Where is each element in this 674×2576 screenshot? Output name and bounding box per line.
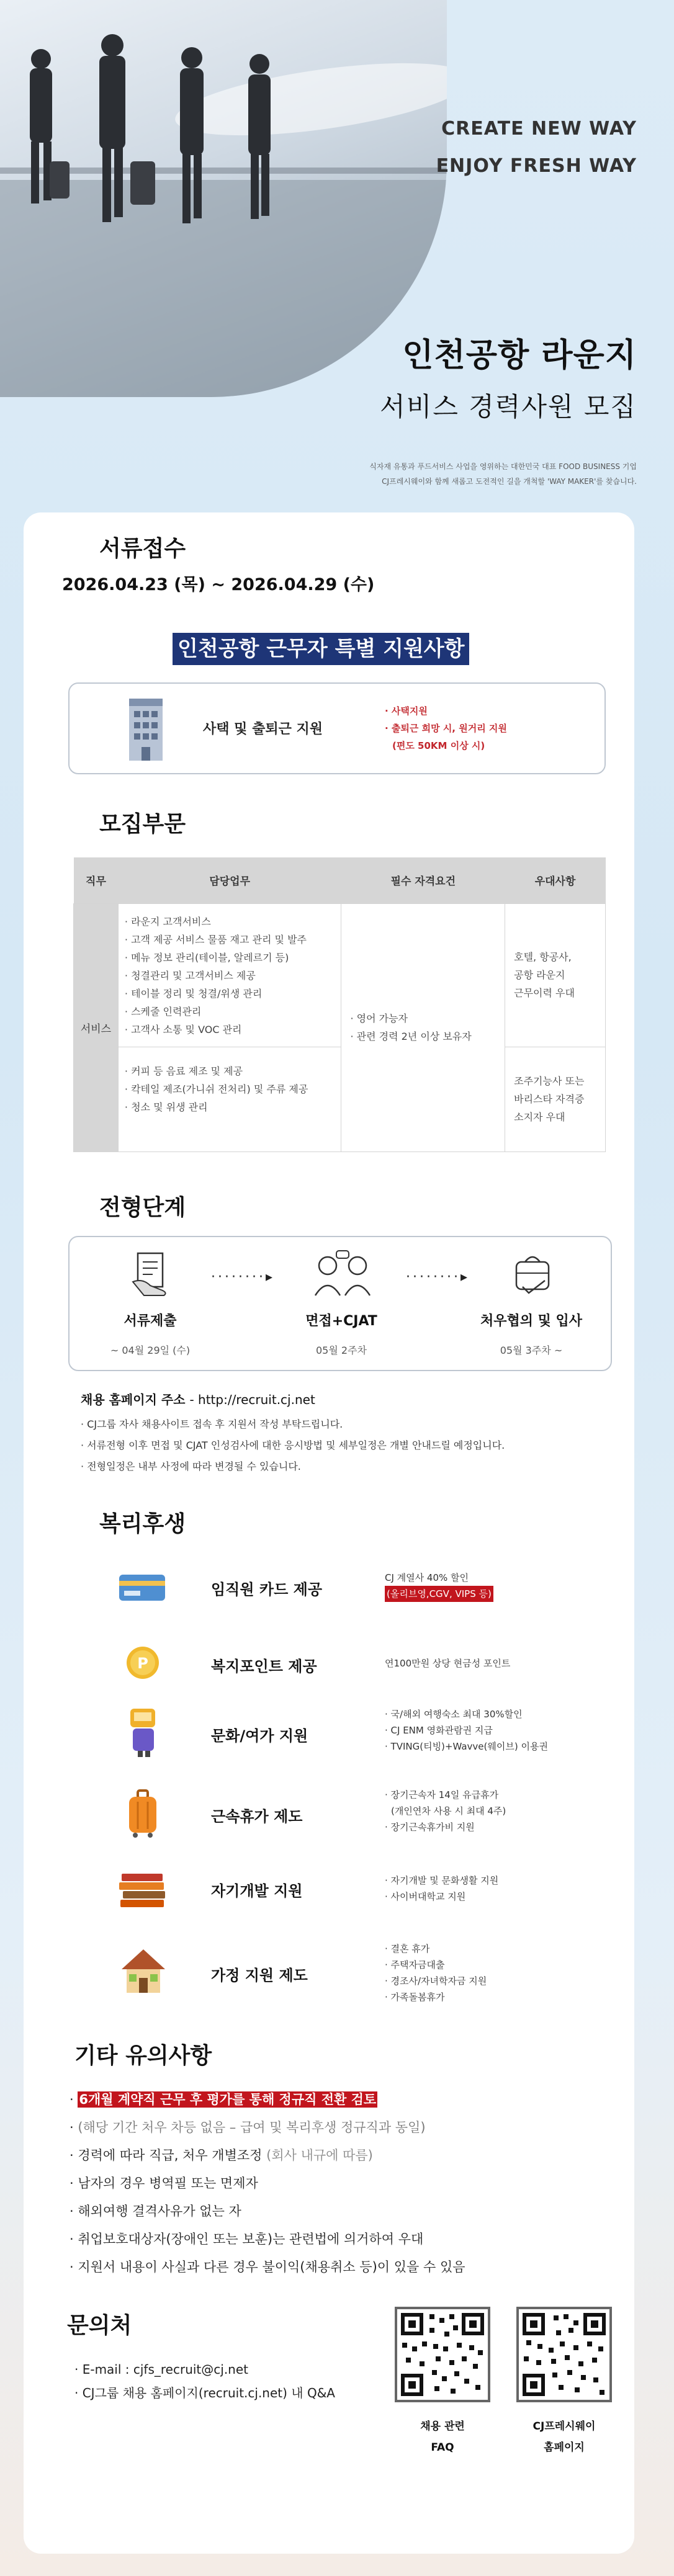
list-item: 조주기능사 또는 (514, 1075, 585, 1087)
bag-join-icon (510, 1250, 555, 1297)
benefit-line: · 경조사/자녀학자금 지원 (385, 1975, 487, 1987)
etc-item-2: 경력에 따라 직급, 처우 개별조정 (78, 2148, 263, 2163)
special-item-3: (편도 50KM 이상 시) (392, 740, 485, 751)
qr-code-icon (519, 2309, 609, 2400)
house-icon (119, 1947, 168, 1995)
special-support-items (385, 702, 507, 754)
list-item: · 고객 제공 서비스 물품 재고 관리 및 발주 (124, 933, 307, 946)
special-support-title: 인천공항 근무자 특별 지원사항 (173, 633, 469, 665)
list-item: · 해외여행 결격사유가 없는 자 (70, 2198, 465, 2225)
hero-title-block (380, 329, 637, 424)
list-item: · 관련 경력 2년 이상 보유자 (350, 1031, 472, 1042)
benefit-item (118, 1869, 590, 1918)
benefit-line: · 국/해외 여행숙소 최대 30%할인 (385, 1709, 523, 1720)
role-cell: 서비스 (74, 903, 119, 1152)
benefit-item (118, 1941, 590, 2009)
list-item: 호텔, 항공사, (514, 951, 572, 963)
list-item: · 스케줄 인력관리 (124, 1005, 202, 1017)
arrow-dots-icon: ········▸ (211, 1269, 275, 1285)
preferred-cell (505, 903, 606, 1047)
qr-label-line: FAQ (431, 2441, 454, 2454)
list-item (70, 2086, 465, 2114)
intro-line-1: 식자재 유통과 푸드서비스 사업을 영위하는 대한민국 대표 FOOD BUSINESS 기업 (369, 462, 637, 471)
list-item (70, 2142, 465, 2170)
list-item: · 커피 등 음료 제조 및 제공 (124, 1065, 243, 1077)
requirements-cell (341, 903, 505, 1152)
luggage-icon (127, 1789, 159, 1839)
list-item: 근무이력 우대 (514, 987, 575, 999)
card-icon (118, 1570, 168, 1603)
etc-item-2-sub: (회사 내규에 따름) (266, 2148, 373, 2163)
company-intro (369, 459, 637, 489)
hero-banner (0, 0, 674, 496)
list-item: · 청결관리 및 고객서비스 제공 (124, 969, 256, 982)
point-coin-icon (124, 1644, 161, 1681)
slogan-line-1: CREATE NEW WAY (441, 118, 637, 140)
homepage-line (81, 1390, 505, 1408)
process-box (68, 1236, 612, 1371)
building-icon (127, 696, 165, 763)
benefit-line: · 사이버대학교 지원 (385, 1891, 466, 1902)
benefit-line: · 장기근속자 14일 유급휴가 (385, 1789, 499, 1800)
table-header: 담당업무 (118, 857, 341, 903)
benefit-item (118, 1787, 590, 1849)
benefit-name: 문화/여가 지원 (211, 1727, 308, 1745)
benefit-line: · 결혼 휴가 (385, 1943, 430, 1954)
special-item-1: · 사택지원 (385, 705, 428, 717)
benefit-line: (올리브영,CGV, VIPS 등) (385, 1586, 493, 1602)
table-row (74, 903, 606, 1047)
benefit-detail (385, 1941, 487, 2005)
duties-cell (118, 903, 341, 1047)
list-item: · 전형일정은 내부 사정에 따라 변경될 수 있습니다. (81, 1456, 505, 1477)
process-step-name: 처우협의 및 입사 (480, 1313, 583, 1329)
list-item: · 메뉴 정보 관리(테이블, 알레르기 등) (124, 951, 289, 964)
process-step-1 (70, 1237, 231, 1372)
books-icon (118, 1871, 169, 1908)
qr-code-icon (397, 2309, 488, 2400)
process-step-3 (451, 1237, 612, 1372)
benefit-detail (385, 1787, 506, 1835)
list-item: · 테이블 정리 및 청결/위생 관리 (124, 987, 263, 1000)
benefit-line: · 자기개발 및 문화생활 지원 (385, 1875, 499, 1886)
list-item: 바리스타 자격증 (514, 1093, 585, 1105)
benefit-name: 근속휴가 제도 (211, 1808, 303, 1825)
etc-title: 기타 유의사항 (74, 2043, 212, 2068)
contact-email[interactable]: · E-mail : cjfs_recruit@cj.net (74, 2358, 335, 2381)
list-item-sub (70, 2114, 465, 2142)
benefit-line: · 주택자금대출 (385, 1959, 445, 1970)
qr-code-faq[interactable] (395, 2307, 490, 2402)
qr-label-faq (387, 2416, 498, 2458)
process-notes (81, 1390, 505, 1477)
duties-cell (118, 1047, 341, 1152)
process-step-name: 서류제출 (124, 1313, 177, 1329)
special-support-box (68, 682, 606, 774)
homepage-label: 채용 홈페이지 주소 (81, 1392, 186, 1407)
qr-label-line: CJ프레시웨이 (532, 2420, 596, 2433)
benefit-detail (385, 1872, 498, 1905)
list-item: · 서류전형 이후 면접 및 CJAT 인성검사에 대한 응시방법 및 세부일정은 개별 안내드릴 예정입니다. (81, 1435, 505, 1456)
benefit-item (118, 1570, 590, 1613)
highlight-note: 6개월 계약직 근무 후 평가를 통해 정규직 전환 검토 (79, 2092, 377, 2107)
page-title: 인천공항 라운지 (402, 337, 637, 374)
page-subtitle: 서비스 경력사원 모집 (380, 391, 637, 422)
list-item: 소지자 우대 (514, 1111, 565, 1123)
benefit-name: 자기개발 지원 (211, 1882, 303, 1900)
benefit-line: · TVING(티빙)+Wavve(웨이브) 이용권 (385, 1741, 548, 1752)
process-title: 전형단계 (99, 1195, 186, 1220)
benefit-item (118, 1644, 590, 1688)
slogan (436, 110, 637, 185)
list-item: · 영어 가능자 (350, 1013, 408, 1024)
benefit-name: 복지포인트 제공 (211, 1658, 317, 1675)
qr-label-homepage (508, 2416, 620, 2458)
list-item: · CJ그룹 자사 채용사이트 접속 후 지원서 작성 부탁드립니다. (81, 1414, 505, 1435)
application-period: 2026.04.23 (목) ~ 2026.04.29 (수) (62, 575, 375, 594)
benefit-detail (385, 1655, 510, 1671)
arrow-dots-icon: ········▸ (406, 1269, 470, 1285)
highlight-sub: (해당 기간 처우 차등 없음 – 급여 및 복리후생 정규직과 동일) (78, 2120, 426, 2135)
table-header: 직무 (74, 857, 119, 903)
svg-text:P: P (137, 1655, 148, 1672)
benefit-name: 가정 지원 제도 (211, 1967, 308, 1984)
benefit-detail (385, 1570, 493, 1602)
contact-qa[interactable]: · CJ그룹 채용 홈페이지(recruit.cj.net) 내 Q&A (74, 2381, 335, 2405)
process-step-date: ~ 04월 29일 (수) (110, 1344, 191, 1356)
document-submit-icon (132, 1251, 171, 1297)
slogan-line-2: ENJOY FRESH WAY (436, 155, 637, 177)
benefit-line: · 가족돌봄휴가 (385, 1992, 445, 2003)
table-header-row (74, 857, 606, 903)
benefit-line: · 장기근속휴가비 지원 (385, 1822, 475, 1833)
list-item: · 청소 및 위생 관리 (124, 1101, 208, 1113)
qr-code-homepage[interactable] (516, 2307, 612, 2402)
homepage-url[interactable]: - http://recruit.cj.net (189, 1392, 315, 1407)
culture-icon (125, 1705, 160, 1758)
process-step-2 (261, 1237, 422, 1372)
interview-icon (313, 1248, 372, 1298)
benefit-name: 임직원 카드 제공 (211, 1581, 322, 1598)
list-item: · 라운지 고객서비스 (124, 915, 211, 928)
preferred-cell (505, 1047, 606, 1152)
special-support-label: 사택 및 출퇴근 지원 (203, 722, 323, 737)
list-item: · 칵테일 제조(가니쉬 전처리) 및 주류 제공 (124, 1083, 308, 1095)
etc-notes (70, 2086, 465, 2281)
list-item: · 지원서 내용이 사실과 다른 경우 불이익(채용취소 등)이 있을 수 있음 (70, 2253, 465, 2281)
benefit-line: (개인연차 사용 시 최대 4주) (391, 1805, 506, 1817)
list-item: · 남자의 경우 병역필 또는 면제자 (70, 2170, 465, 2198)
positions-table (73, 857, 606, 1152)
process-step-name: 면접+CJAT (305, 1313, 377, 1329)
benefit-line: 연100만원 상당 현금성 포인트 (385, 1658, 511, 1669)
process-step-date: 05월 2주차 (316, 1344, 367, 1356)
benefit-line: · CJ ENM 영화관람권 지급 (385, 1725, 493, 1736)
benefit-detail (385, 1706, 548, 1755)
list-item: 공항 라운지 (514, 969, 565, 981)
contact-list (74, 2358, 335, 2405)
benefit-item (118, 1705, 590, 1767)
table-row (74, 1047, 606, 1152)
application-title: 서류접수 (99, 536, 186, 561)
special-item-2: · 출퇴근 희망 시, 원거리 지원 (385, 723, 507, 734)
intro-line-2: CJ프레시웨이와 함께 새롭고 도전적인 길을 개척할 'WAY MAKER'를 찾습니다. (382, 477, 637, 486)
table-header: 우대사항 (505, 857, 606, 903)
benefit-line: CJ 계열사 40% 할인 (385, 1572, 469, 1583)
qr-label-line: 채용 관련 (420, 2420, 465, 2433)
table-header: 필수 자격요건 (341, 857, 505, 903)
contact-title: 문의처 (67, 2313, 132, 2338)
list-item: · 고객사 소통 및 VOC 관리 (124, 1023, 242, 1035)
list-item: · 취업보호대상자(장애인 또는 보훈)는 관련법에 의거하여 우대 (70, 2225, 465, 2253)
positions-title: 모집부문 (99, 812, 186, 837)
qr-label-line: 홈페이지 (544, 2441, 585, 2454)
process-step-date: 05월 3주차 ~ (500, 1344, 563, 1356)
benefits-title: 복리후생 (99, 1511, 186, 1537)
